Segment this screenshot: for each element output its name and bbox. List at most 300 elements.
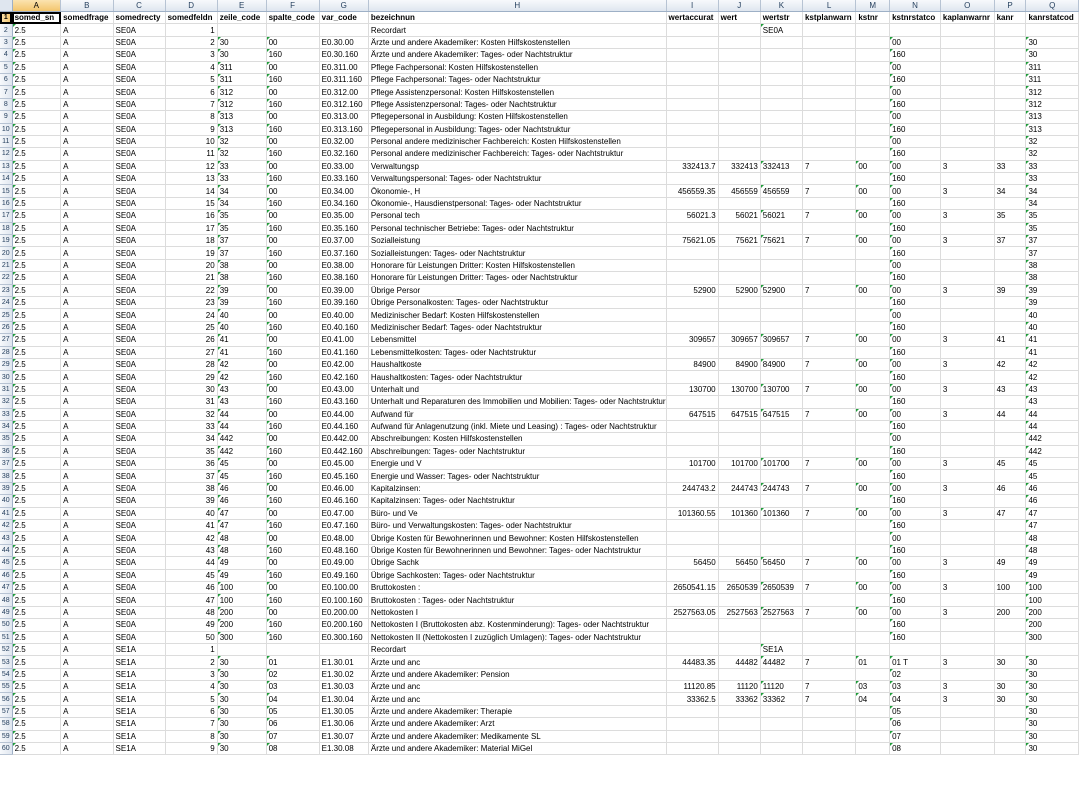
cell[interactable] bbox=[994, 520, 1026, 532]
cell[interactable] bbox=[718, 197, 760, 209]
cell[interactable]: 00 bbox=[266, 111, 319, 123]
cell[interactable]: 37 bbox=[217, 247, 266, 259]
cell[interactable]: 7 bbox=[802, 210, 855, 222]
cell[interactable] bbox=[940, 743, 994, 755]
cell[interactable]: 00 bbox=[266, 358, 319, 370]
cell[interactable]: 2.5 bbox=[12, 210, 61, 222]
cell[interactable]: somedfeldn bbox=[165, 12, 217, 24]
cell[interactable] bbox=[802, 569, 855, 581]
cell[interactable] bbox=[760, 98, 802, 110]
cell[interactable]: 2.5 bbox=[12, 235, 61, 247]
cell[interactable]: 28 bbox=[165, 358, 217, 370]
cell[interactable]: 2527563 bbox=[760, 606, 802, 618]
row-header[interactable]: 36 bbox=[0, 445, 12, 457]
row-header[interactable]: 20 bbox=[0, 247, 12, 259]
cell[interactable]: 06 bbox=[890, 718, 941, 730]
cell[interactable]: 100 bbox=[1026, 581, 1079, 593]
cell[interactable]: E0.41.00 bbox=[319, 334, 368, 346]
cell[interactable] bbox=[718, 420, 760, 432]
cell[interactable]: 200 bbox=[1026, 606, 1079, 618]
cell[interactable]: Nettokosten I (Bruttokosten abz. Kostenminderung): Tages- oder Nachtstruktur bbox=[368, 619, 666, 631]
cell[interactable]: E0.47.00 bbox=[319, 507, 368, 519]
cell[interactable]: 2.5 bbox=[12, 433, 61, 445]
cell[interactable]: 3 bbox=[940, 557, 994, 569]
cell[interactable]: 11120 bbox=[718, 681, 760, 693]
cell[interactable] bbox=[994, 173, 1026, 185]
cell[interactable]: A bbox=[61, 396, 113, 408]
cell[interactable]: 42 bbox=[165, 532, 217, 544]
cell[interactable]: 44 bbox=[1026, 408, 1079, 420]
cell[interactable]: 2.5 bbox=[12, 718, 61, 730]
cell[interactable] bbox=[940, 135, 994, 147]
cell[interactable]: A bbox=[61, 631, 113, 643]
cell[interactable]: SE0A bbox=[113, 148, 165, 160]
cell[interactable] bbox=[940, 309, 994, 321]
cell[interactable]: E0.35.00 bbox=[319, 210, 368, 222]
cell[interactable]: 46 bbox=[217, 482, 266, 494]
cell[interactable]: 30 bbox=[217, 681, 266, 693]
cell[interactable]: 00 bbox=[266, 135, 319, 147]
cell[interactable]: A bbox=[61, 24, 113, 36]
cell[interactable]: 3 bbox=[940, 606, 994, 618]
cell[interactable]: 41 bbox=[217, 334, 266, 346]
row-header[interactable]: 14 bbox=[0, 173, 12, 185]
cell[interactable]: 100 bbox=[994, 581, 1026, 593]
cell[interactable]: A bbox=[61, 222, 113, 234]
cell[interactable]: 43 bbox=[217, 396, 266, 408]
row-header[interactable]: 31 bbox=[0, 383, 12, 395]
cell[interactable] bbox=[760, 61, 802, 73]
cell[interactable]: 2.5 bbox=[12, 693, 61, 705]
cell[interactable]: 7 bbox=[165, 98, 217, 110]
cell[interactable] bbox=[802, 309, 855, 321]
cell[interactable] bbox=[760, 544, 802, 556]
cell[interactable]: 39 bbox=[1026, 284, 1079, 296]
cell[interactable]: SE0A bbox=[113, 557, 165, 569]
cell[interactable] bbox=[994, 705, 1026, 717]
cell[interactable]: 160 bbox=[890, 321, 941, 333]
cell[interactable]: 56450 bbox=[718, 557, 760, 569]
cell[interactable]: E1.30.08 bbox=[319, 743, 368, 755]
cell[interactable]: E0.32.160 bbox=[319, 148, 368, 160]
cell[interactable]: 3 bbox=[940, 383, 994, 395]
cell[interactable]: 45 bbox=[217, 470, 266, 482]
cell[interactable]: E0.44.160 bbox=[319, 420, 368, 432]
cell[interactable]: 41 bbox=[217, 346, 266, 358]
cell[interactable]: A bbox=[61, 296, 113, 308]
cell[interactable] bbox=[1026, 643, 1079, 655]
cell[interactable] bbox=[802, 272, 855, 284]
cell[interactable]: A bbox=[61, 259, 113, 271]
cell[interactable]: Medizinischer Bedarf: Tages- oder Nachtstruktur bbox=[368, 321, 666, 333]
cell[interactable] bbox=[760, 743, 802, 755]
row-header[interactable]: 9 bbox=[0, 111, 12, 123]
cell[interactable]: 41 bbox=[165, 520, 217, 532]
cell[interactable]: 160 bbox=[266, 197, 319, 209]
cell[interactable]: 11120 bbox=[760, 681, 802, 693]
row-header[interactable]: 19 bbox=[0, 235, 12, 247]
cell[interactable]: 2.5 bbox=[12, 346, 61, 358]
cell[interactable] bbox=[760, 619, 802, 631]
cell[interactable] bbox=[760, 730, 802, 742]
cell[interactable]: SE0A bbox=[113, 507, 165, 519]
cell[interactable] bbox=[802, 594, 855, 606]
cell[interactable]: 30 bbox=[1026, 730, 1079, 742]
cell[interactable]: 311 bbox=[217, 61, 266, 73]
cell[interactable]: 30 bbox=[994, 681, 1026, 693]
cell[interactable] bbox=[856, 730, 890, 742]
cell[interactable] bbox=[718, 495, 760, 507]
cell[interactable]: 2.5 bbox=[12, 532, 61, 544]
cell[interactable]: 101700 bbox=[718, 458, 760, 470]
cell[interactable]: SE0A bbox=[113, 581, 165, 593]
cell[interactable]: 160 bbox=[890, 470, 941, 482]
cell[interactable] bbox=[666, 705, 718, 717]
cell[interactable] bbox=[994, 445, 1026, 457]
cell[interactable] bbox=[666, 718, 718, 730]
cell[interactable]: A bbox=[61, 520, 113, 532]
cell[interactable]: E0.42.00 bbox=[319, 358, 368, 370]
cell[interactable]: 08 bbox=[266, 743, 319, 755]
cell[interactable]: E0.44.00 bbox=[319, 408, 368, 420]
cell[interactable]: kanrstatcod bbox=[1026, 12, 1079, 24]
cell[interactable]: 300 bbox=[217, 631, 266, 643]
cell[interactable]: bezeichnun bbox=[368, 12, 666, 24]
cell[interactable] bbox=[856, 86, 890, 98]
cell[interactable] bbox=[760, 520, 802, 532]
cell[interactable]: 30 bbox=[1026, 718, 1079, 730]
cell[interactable]: 160 bbox=[890, 98, 941, 110]
cell[interactable]: 18 bbox=[165, 235, 217, 247]
cell[interactable] bbox=[856, 396, 890, 408]
cell[interactable]: E0.442.00 bbox=[319, 433, 368, 445]
cell[interactable]: A bbox=[61, 544, 113, 556]
cell[interactable]: Haushaltkosten: Tages- oder Nachtstruktur bbox=[368, 371, 666, 383]
cell[interactable]: 00 bbox=[890, 358, 941, 370]
row-header[interactable]: 60 bbox=[0, 743, 12, 755]
cell[interactable] bbox=[856, 111, 890, 123]
cell[interactable] bbox=[319, 643, 368, 655]
cell[interactable]: 30 bbox=[217, 705, 266, 717]
cell[interactable]: 00 bbox=[890, 86, 941, 98]
cell[interactable]: Ärzte und andere Akademiker: Kosten Hilfskostenstellen bbox=[368, 36, 666, 48]
cell[interactable] bbox=[718, 730, 760, 742]
cell[interactable]: A bbox=[61, 36, 113, 48]
cell[interactable]: SE0A bbox=[113, 520, 165, 532]
cell[interactable]: Ökonomie-, H bbox=[368, 185, 666, 197]
cell[interactable]: A bbox=[61, 346, 113, 358]
cell[interactable] bbox=[940, 594, 994, 606]
cell[interactable]: 332413 bbox=[718, 160, 760, 172]
cell[interactable]: 49 bbox=[1026, 557, 1079, 569]
cell[interactable] bbox=[994, 718, 1026, 730]
column-header-d[interactable]: D bbox=[165, 0, 217, 12]
cell[interactable]: somed_sn bbox=[12, 12, 61, 24]
cell[interactable] bbox=[940, 619, 994, 631]
cell[interactable] bbox=[856, 371, 890, 383]
cell[interactable] bbox=[802, 86, 855, 98]
cell[interactable] bbox=[666, 135, 718, 147]
cell[interactable]: E0.48.160 bbox=[319, 544, 368, 556]
cell[interactable]: 160 bbox=[890, 123, 941, 135]
cell[interactable]: 3 bbox=[940, 235, 994, 247]
cell[interactable]: 2.5 bbox=[12, 557, 61, 569]
cell[interactable]: E0.300.160 bbox=[319, 631, 368, 643]
cell[interactable] bbox=[802, 495, 855, 507]
cell[interactable] bbox=[666, 346, 718, 358]
cell[interactable]: 1 bbox=[165, 643, 217, 655]
cell[interactable]: A bbox=[61, 98, 113, 110]
cell[interactable]: 647515 bbox=[718, 408, 760, 420]
cell[interactable]: SE0A bbox=[113, 284, 165, 296]
cell[interactable]: 00 bbox=[890, 383, 941, 395]
cell[interactable]: 75621 bbox=[718, 235, 760, 247]
cell[interactable]: 56021.3 bbox=[666, 210, 718, 222]
cell[interactable]: 00 bbox=[890, 482, 941, 494]
cell[interactable]: 160 bbox=[890, 396, 941, 408]
cell[interactable]: 00 bbox=[856, 458, 890, 470]
cell[interactable]: 2.5 bbox=[12, 581, 61, 593]
cell[interactable]: 40 bbox=[217, 321, 266, 333]
cell[interactable]: Pflege Fachpersonal: Tages- oder Nachtstruktur bbox=[368, 73, 666, 85]
cell[interactable]: Sozialleistung bbox=[368, 235, 666, 247]
cell[interactable] bbox=[1026, 24, 1079, 36]
cell[interactable] bbox=[666, 123, 718, 135]
cell[interactable] bbox=[666, 197, 718, 209]
cell[interactable]: 160 bbox=[890, 73, 941, 85]
cell[interactable]: 2.5 bbox=[12, 396, 61, 408]
cell[interactable]: E1.30.07 bbox=[319, 730, 368, 742]
cell[interactable]: 7 bbox=[802, 185, 855, 197]
cell[interactable]: 00 bbox=[890, 185, 941, 197]
cell[interactable]: A bbox=[61, 433, 113, 445]
cell[interactable]: 160 bbox=[266, 569, 319, 581]
row-header[interactable]: 23 bbox=[0, 284, 12, 296]
cell[interactable] bbox=[802, 259, 855, 271]
cell[interactable]: 160 bbox=[266, 148, 319, 160]
cell[interactable] bbox=[890, 643, 941, 655]
cell[interactable] bbox=[718, 371, 760, 383]
cell[interactable] bbox=[760, 123, 802, 135]
cell[interactable]: 312 bbox=[1026, 86, 1079, 98]
cell[interactable]: 2.5 bbox=[12, 296, 61, 308]
cell[interactable]: 33362.5 bbox=[666, 693, 718, 705]
cell[interactable]: E0.35.160 bbox=[319, 222, 368, 234]
cell[interactable] bbox=[994, 24, 1026, 36]
cell[interactable]: 6 bbox=[165, 705, 217, 717]
cell[interactable] bbox=[994, 396, 1026, 408]
cell[interactable] bbox=[856, 61, 890, 73]
cell[interactable]: 2.5 bbox=[12, 284, 61, 296]
cell[interactable]: E1.30.06 bbox=[319, 718, 368, 730]
cell[interactable] bbox=[718, 123, 760, 135]
row-header[interactable]: 45 bbox=[0, 557, 12, 569]
cell[interactable] bbox=[994, 470, 1026, 482]
cell[interactable]: E0.39.00 bbox=[319, 284, 368, 296]
cell[interactable]: SE0A bbox=[113, 408, 165, 420]
row-header[interactable]: 52 bbox=[0, 643, 12, 655]
cell[interactable]: 34 bbox=[994, 185, 1026, 197]
cell[interactable]: 130700 bbox=[666, 383, 718, 395]
column-header-n[interactable]: N bbox=[890, 0, 941, 12]
cell[interactable] bbox=[994, 222, 1026, 234]
cell[interactable]: 50 bbox=[165, 631, 217, 643]
cell[interactable] bbox=[856, 495, 890, 507]
cell[interactable] bbox=[718, 396, 760, 408]
cell[interactable]: Übrige Sachkosten: Tages- oder Nachtstruktur bbox=[368, 569, 666, 581]
cell[interactable]: 160 bbox=[266, 495, 319, 507]
cell[interactable]: 47 bbox=[165, 594, 217, 606]
cell[interactable] bbox=[994, 247, 1026, 259]
cell[interactable] bbox=[856, 668, 890, 680]
cell[interactable]: 3 bbox=[940, 681, 994, 693]
cell[interactable] bbox=[940, 86, 994, 98]
cell[interactable]: 2650539 bbox=[760, 581, 802, 593]
cell[interactable] bbox=[802, 396, 855, 408]
cell[interactable] bbox=[760, 396, 802, 408]
cell[interactable]: SE1A bbox=[113, 656, 165, 668]
cell[interactable]: 30 bbox=[217, 656, 266, 668]
cell[interactable]: SE0A bbox=[113, 346, 165, 358]
cell[interactable]: E0.34.00 bbox=[319, 185, 368, 197]
cell[interactable] bbox=[994, 73, 1026, 85]
cell[interactable]: 56450 bbox=[760, 557, 802, 569]
cell[interactable] bbox=[994, 544, 1026, 556]
cell[interactable] bbox=[718, 173, 760, 185]
cell[interactable] bbox=[760, 36, 802, 48]
cell[interactable]: 00 bbox=[890, 458, 941, 470]
row-header[interactable]: 54 bbox=[0, 668, 12, 680]
cell[interactable] bbox=[940, 222, 994, 234]
cell[interactable] bbox=[666, 148, 718, 160]
cell[interactable] bbox=[856, 619, 890, 631]
cell[interactable]: Aufwand für Anlagenutzung (inkl. Miete und Leasing) : Tages- oder Nachtstruktur bbox=[368, 420, 666, 432]
cell[interactable]: 46 bbox=[217, 495, 266, 507]
cell[interactable]: 45 bbox=[217, 458, 266, 470]
row-header[interactable]: 30 bbox=[0, 371, 12, 383]
cell[interactable]: 47 bbox=[1026, 520, 1079, 532]
cell[interactable]: 00 bbox=[856, 507, 890, 519]
cell[interactable] bbox=[802, 371, 855, 383]
cell[interactable]: 16 bbox=[165, 210, 217, 222]
cell[interactable] bbox=[940, 61, 994, 73]
cell[interactable] bbox=[760, 148, 802, 160]
cell[interactable]: 47 bbox=[217, 520, 266, 532]
cell[interactable] bbox=[994, 569, 1026, 581]
cell[interactable] bbox=[666, 594, 718, 606]
cell[interactable]: 3 bbox=[940, 160, 994, 172]
cell[interactable] bbox=[760, 173, 802, 185]
cell[interactable]: E1.30.04 bbox=[319, 693, 368, 705]
cell[interactable]: 160 bbox=[266, 346, 319, 358]
cell[interactable]: E1.30.03 bbox=[319, 681, 368, 693]
cell[interactable]: 300 bbox=[1026, 631, 1079, 643]
cell[interactable]: 07 bbox=[266, 730, 319, 742]
cell[interactable]: A bbox=[61, 445, 113, 457]
cell[interactable] bbox=[994, 272, 1026, 284]
cell[interactable]: 2.5 bbox=[12, 482, 61, 494]
row-header[interactable]: 16 bbox=[0, 197, 12, 209]
row-header[interactable]: 1 bbox=[0, 12, 12, 24]
cell[interactable]: 2.5 bbox=[12, 470, 61, 482]
cell[interactable] bbox=[718, 259, 760, 271]
cell[interactable]: E0.41.160 bbox=[319, 346, 368, 358]
cell[interactable] bbox=[802, 148, 855, 160]
cell[interactable]: 52900 bbox=[666, 284, 718, 296]
row-header[interactable]: 25 bbox=[0, 309, 12, 321]
cell[interactable] bbox=[994, 594, 1026, 606]
cell[interactable]: Lebensmittel bbox=[368, 334, 666, 346]
cell[interactable]: 21 bbox=[165, 272, 217, 284]
cell[interactable]: 00 bbox=[856, 557, 890, 569]
cell[interactable]: Honorare für Leistungen Dritter: Kosten Hilfskostenstellen bbox=[368, 259, 666, 271]
cell[interactable]: 75621.05 bbox=[666, 235, 718, 247]
cell[interactable]: A bbox=[61, 458, 113, 470]
cell[interactable] bbox=[760, 296, 802, 308]
cell[interactable]: wert bbox=[718, 12, 760, 24]
cell[interactable]: 42 bbox=[1026, 358, 1079, 370]
row-header[interactable]: 47 bbox=[0, 581, 12, 593]
row-header[interactable]: 41 bbox=[0, 507, 12, 519]
cell[interactable] bbox=[802, 49, 855, 61]
cell[interactable]: 00 bbox=[266, 259, 319, 271]
cell[interactable] bbox=[666, 247, 718, 259]
cell[interactable] bbox=[666, 61, 718, 73]
cell[interactable]: 3 bbox=[165, 49, 217, 61]
cell[interactable]: SE0A bbox=[760, 24, 802, 36]
cell[interactable]: 8 bbox=[165, 730, 217, 742]
cell[interactable] bbox=[802, 730, 855, 742]
cell[interactable]: A bbox=[61, 272, 113, 284]
cell[interactable] bbox=[802, 173, 855, 185]
row-header[interactable]: 7 bbox=[0, 86, 12, 98]
cell[interactable]: SE0A bbox=[113, 532, 165, 544]
cell[interactable]: 2.5 bbox=[12, 743, 61, 755]
cell[interactable]: 44 bbox=[217, 420, 266, 432]
cell[interactable]: 2.5 bbox=[12, 86, 61, 98]
cell[interactable]: 00 bbox=[856, 581, 890, 593]
cell[interactable]: 8 bbox=[165, 111, 217, 123]
column-header-i[interactable]: I bbox=[666, 0, 718, 12]
cell[interactable]: Lebensmittelkosten: Tages- oder Nachtstruktur bbox=[368, 346, 666, 358]
cell[interactable]: SE0A bbox=[113, 569, 165, 581]
cell[interactable] bbox=[760, 433, 802, 445]
cell[interactable]: A bbox=[61, 284, 113, 296]
cell[interactable]: 2.5 bbox=[12, 61, 61, 73]
cell[interactable]: E0.312.160 bbox=[319, 98, 368, 110]
cell[interactable]: SE0A bbox=[113, 259, 165, 271]
cell[interactable]: 49 bbox=[994, 557, 1026, 569]
cell[interactable]: 02 bbox=[266, 668, 319, 680]
cell[interactable]: 34 bbox=[1026, 197, 1079, 209]
cell[interactable]: 35 bbox=[994, 210, 1026, 222]
cell[interactable]: A bbox=[61, 247, 113, 259]
cell[interactable] bbox=[940, 705, 994, 717]
row-header[interactable]: 34 bbox=[0, 420, 12, 432]
cell[interactable]: 04 bbox=[266, 693, 319, 705]
cell[interactable]: 9 bbox=[165, 743, 217, 755]
cell[interactable]: E0.46.160 bbox=[319, 495, 368, 507]
cell[interactable]: A bbox=[61, 49, 113, 61]
cell[interactable]: 3 bbox=[940, 482, 994, 494]
cell[interactable]: 37 bbox=[165, 470, 217, 482]
cell[interactable]: 29 bbox=[165, 371, 217, 383]
cell[interactable] bbox=[890, 24, 941, 36]
cell[interactable]: 2 bbox=[165, 36, 217, 48]
cell[interactable]: 42 bbox=[217, 371, 266, 383]
cell[interactable]: kstplanwarn bbox=[802, 12, 855, 24]
cell[interactable] bbox=[760, 532, 802, 544]
